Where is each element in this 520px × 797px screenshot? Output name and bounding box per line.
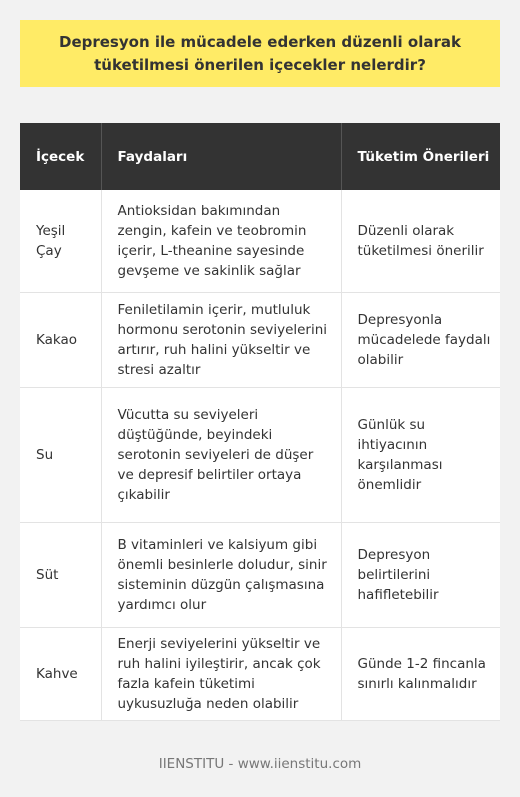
table-row [20,522,500,627]
cell-recommendation: Günde 1-2 fincanla sınırlı kalınmalıdır [341,627,500,720]
cell-recommendation: Depresyonla mücadelede faydalı olabilir [341,292,500,387]
cell-drink: Su [36,446,54,463]
cell-benefits: Antioksidan bakımından zengin, kafein ve teobromin içerir, L-theanine sayesinde gevşeme ve sakinlik sağlar [101,190,341,292]
table-header-row [20,123,500,190]
title-banner [20,20,500,87]
cell-benefits: Feniletilamin içerir, mutluluk hormonu serotonin seviyelerini artırır, ruh halini yükseltir ve stresi azaltır [101,292,341,387]
header-benefits: Faydaları [101,123,341,190]
table-header [20,123,500,190]
cell-recommendation: Düzenli olarak tüketilmesi önerilir [341,190,500,292]
table-row [20,627,500,720]
footer-credit: IIENSTITU - www.iienstitu.com [158,756,362,772]
cell-drink: Kakao [36,331,78,348]
cell-drink: Süt [36,566,59,583]
beverage-table-container [20,123,500,721]
cell-recommendation: Depresyon belirtilerini hafifletebilir [341,522,500,627]
table-row [20,387,500,522]
cell-benefits: Enerji seviyelerini yükseltir ve ruh halini iyileştirir, ancak çok fazla kafein tüketimi uykusuzluğa neden olabilir [101,627,341,720]
cell-drink: Yeşil Çay [36,222,66,259]
table-row [20,190,500,292]
cell-recommendation: Günlük su ihtiyacının karşılanması önemlidir [341,387,500,522]
beverage-table [20,123,500,721]
header-drink: İçecek [36,148,85,165]
table-body [20,190,500,720]
cell-benefits: B vitaminleri ve kalsiyum gibi önemli besinlerle doludur, sinir sisteminin düzgün çalışmasına yardımcı olur [101,522,341,627]
page-title: Depresyon ile mücadele ederken düzenli olarak tüketilmesi önerilen içecekler nelerdir? [59,32,461,74]
header-recommendation: Tüketim Önerileri [341,123,500,190]
cell-drink: Kahve [36,665,78,682]
cell-benefits: Vücutta su seviyeleri düştüğünde, beyindeki serotonin seviyeleri de düşer ve depresif belirtiler ortaya çıkabilir [101,387,341,522]
table-row [20,292,500,387]
